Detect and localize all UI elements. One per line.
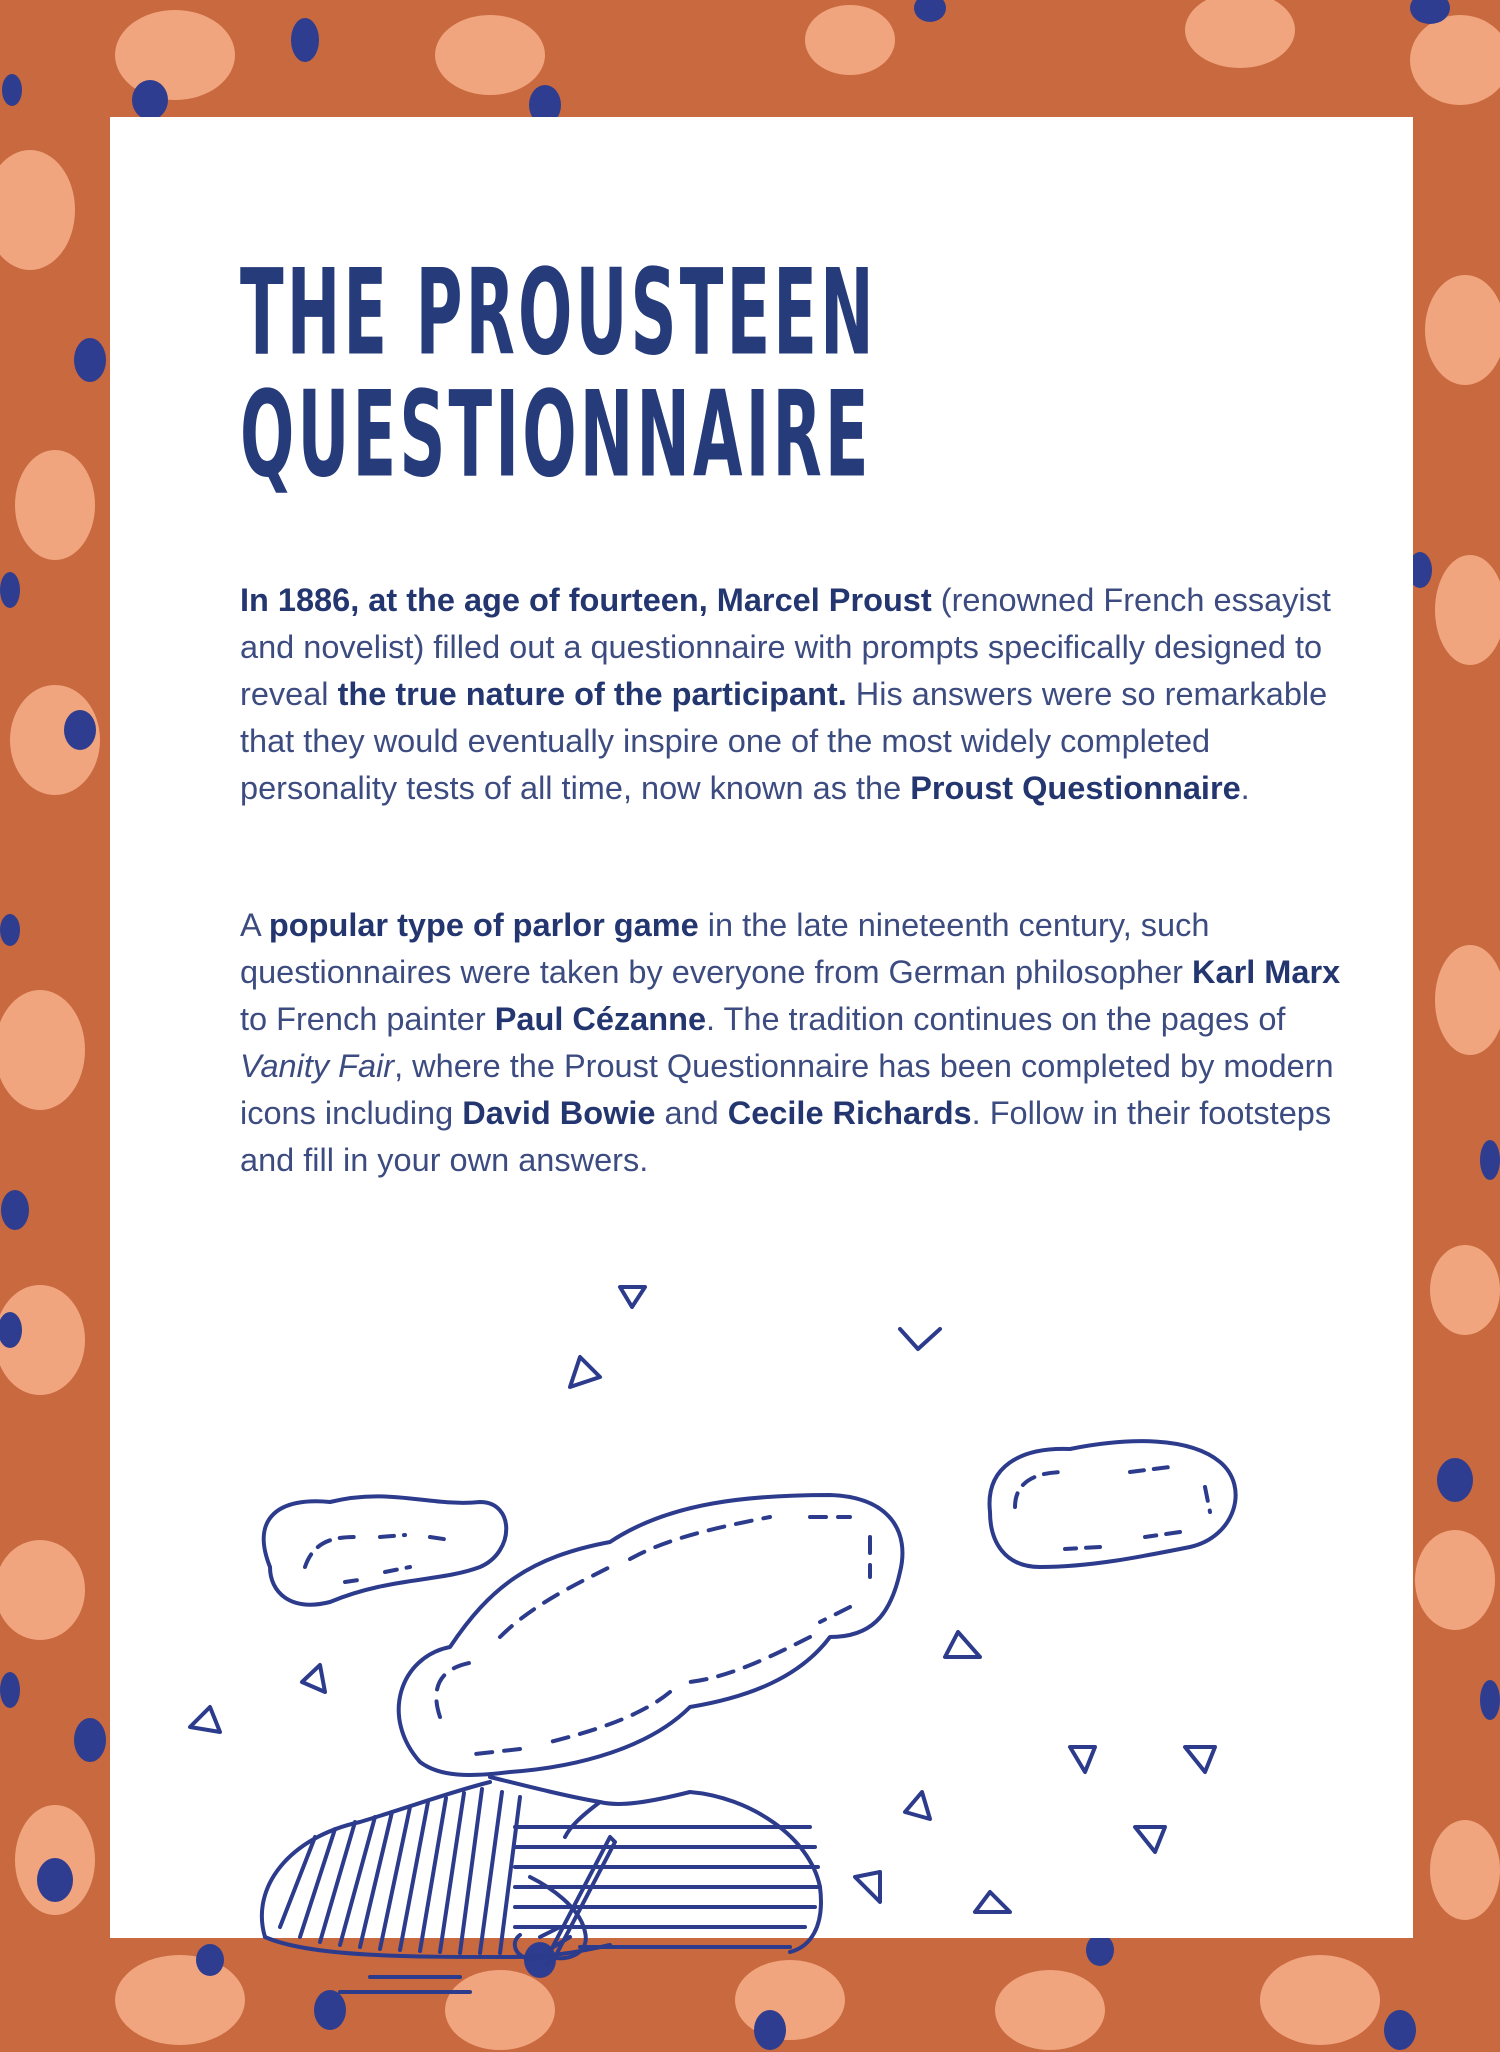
body-text: to French painter	[240, 1001, 495, 1037]
page-title-line-1: THE PROUSTEEN	[240, 244, 877, 383]
body-text: His answers were so remarkable that they would eventually inspire one of the most widely completed personality tests of all time, now known as the	[240, 676, 1328, 806]
body-text: and	[655, 1095, 728, 1131]
body-text: , where the Proust Questionnaire has been completed by modern icons including	[240, 1048, 1334, 1131]
body-text: A	[240, 907, 269, 943]
page-title-line-2: QUESTIONNAIRE	[240, 366, 872, 505]
body-text: . The tradition continues on the pages of	[706, 1001, 1286, 1037]
body-text: (renowned French essayist and novelist) filled out a questionnaire with prompts specifically designed to reveal	[240, 582, 1331, 712]
italic-text: Vanity Fair	[240, 1048, 395, 1084]
questionnaire-card	[110, 117, 1413, 1938]
bold-text: David Bowie	[462, 1095, 656, 1131]
bold-text: the true nature of the participant.	[337, 676, 847, 712]
intro-paragraph	[240, 577, 1360, 812]
bold-text: Proust Questionnaire	[910, 770, 1241, 806]
bold-text: In 1886, at the age of fourteen, Marcel Proust	[240, 582, 932, 618]
body-text: in the late nineteenth century, such questionnaires were taken by everyone from German philosopher	[240, 907, 1210, 990]
bold-text: Karl Marx	[1192, 954, 1341, 990]
bold-text: popular type of parlor game	[268, 907, 699, 943]
thought-cloud-icon	[990, 1441, 1236, 1567]
body-text: .	[1240, 770, 1250, 806]
history-paragraph	[240, 902, 1360, 1184]
bold-text: Cecile Richards	[727, 1095, 972, 1131]
triangle-icon	[190, 1287, 1215, 1912]
thought-cloud-icon	[399, 1495, 903, 1775]
writing-person-icon	[262, 1777, 821, 1997]
writing-person-illustration	[110, 1237, 1413, 1997]
thought-cloud-icon	[264, 1496, 507, 1604]
bold-text: Paul Cézanne	[494, 1001, 707, 1037]
body-text: . Follow in their footsteps and fill in your own answers.	[240, 1095, 1332, 1178]
